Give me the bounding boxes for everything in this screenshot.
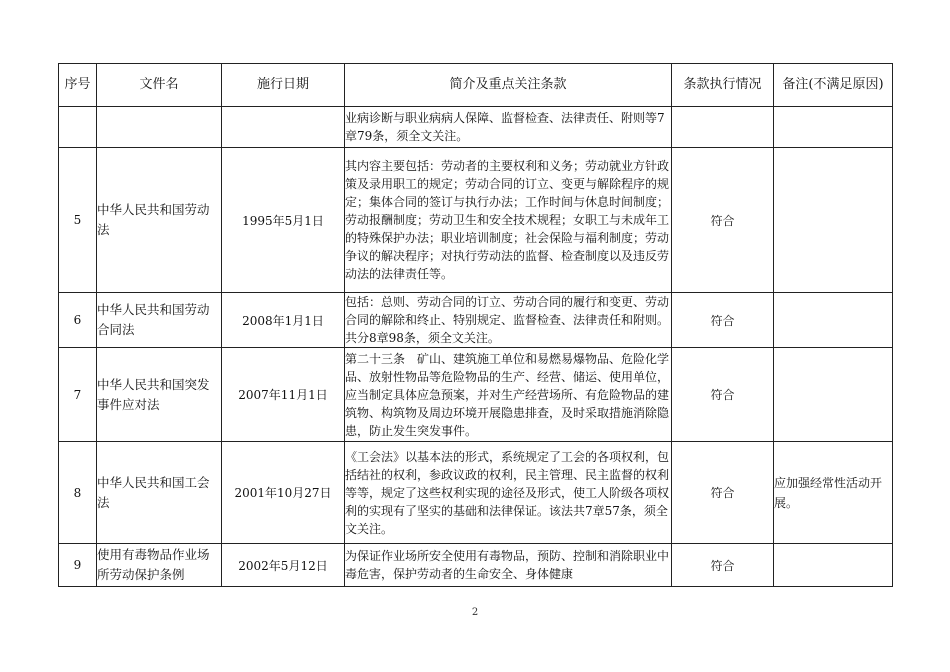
row-summary: 业病诊断与职业病病人保障、监督检查、法律责任、附则等7章79条，须全文关注。 <box>345 107 672 148</box>
row-date: 1995年5月1日 <box>222 148 345 293</box>
header-name: 文件名 <box>97 64 222 107</box>
header-date: 施行日期 <box>222 64 345 107</box>
row-name: 中华人民共和国劳动法 <box>97 148 222 293</box>
regulation-table <box>58 63 893 587</box>
header-summary: 简介及重点关注条款 <box>345 64 672 107</box>
row-date <box>222 107 345 148</box>
row-no: 8 <box>59 442 97 544</box>
row-remark <box>774 148 893 293</box>
row-status: 符合 <box>672 293 774 348</box>
header-remark: 备注(不满足原因) <box>774 64 893 107</box>
row-no: 9 <box>59 544 97 587</box>
header-row <box>59 64 893 107</box>
row-summary: 第二十三条 矿山、建筑施工单位和易燃易爆物品、危险化学品、放射性物品等危险物品的生产、经营、储运、使用单位，应当制定具体应急预案，并对生产经营场所、有危险物品的建筑物、构筑物及周边环境开展隐患排查，及时采取措施消除隐患，防止发生突发事件。 <box>345 348 672 442</box>
table-row <box>59 544 893 587</box>
row-status: 符合 <box>672 442 774 544</box>
row-date: 2002年5月12日 <box>222 544 345 587</box>
row-status: 符合 <box>672 348 774 442</box>
row-status <box>672 107 774 148</box>
row-date: 2008年1月1日 <box>222 293 345 348</box>
row-summary: 包括：总则、劳动合同的订立、劳动合同的履行和变更、劳动合同的解除和终止、特别规定、监督检查、法律责任和附则。共分8章98条，须全文关注。 <box>345 293 672 348</box>
row-name: 中华人民共和国劳动合同法 <box>97 293 222 348</box>
page-number: 2 <box>471 607 479 618</box>
row-name: 使用有毒物品作业场所劳动保护条例 <box>97 544 222 587</box>
table-row <box>59 293 893 348</box>
row-no: 6 <box>59 293 97 348</box>
row-no: 7 <box>59 348 97 442</box>
header-status: 条款执行情况 <box>672 64 774 107</box>
row-remark: 应加强经常性活动开展。 <box>774 442 893 544</box>
table-row <box>59 442 893 544</box>
row-remark <box>774 544 893 587</box>
row-date: 2001年10月27日 <box>222 442 345 544</box>
row-no <box>59 107 97 148</box>
row-name: 中华人民共和国工会法 <box>97 442 222 544</box>
row-no: 5 <box>59 148 97 293</box>
header-no: 序号 <box>59 64 97 107</box>
row-summary: 为保证作业场所安全使用有毒物品，预防、控制和消除职业中毒危害，保护劳动者的生命安全、身体健康 <box>345 544 672 587</box>
row-summary: 《工会法》以基本法的形式，系统规定了工会的各项权利，包括结社的权利，参政议政的权利，民主管理、民主监督的权利等等，规定了这些权利实现的途径及形式，使工人阶级各项权利的实现有了坚实的基础和法律保证。该法共7章57条，须全文关注。 <box>345 442 672 544</box>
row-remark <box>774 348 893 442</box>
table-row <box>59 348 893 442</box>
row-summary: 其内容主要包括：劳动者的主要权利和义务；劳动就业方针政策及录用职工的规定；劳动合同的订立、变更与解除程序的规定；集体合同的签订与执行办法；工作时间与休息时间制度；劳动报酬制度；劳动卫生和安全技术规程；女职工与未成年工的特殊保护办法；职业培训制度；社会保险与福利制度；劳动争议的解决程序；对执行劳动法的监督、检查制度以及违反劳动法的法律责任等。 <box>345 148 672 293</box>
row-name <box>97 107 222 148</box>
row-name: 中华人民共和国突发事件应对法 <box>97 348 222 442</box>
row-remark <box>774 107 893 148</box>
row-status: 符合 <box>672 544 774 587</box>
table-row <box>59 107 893 148</box>
row-remark <box>774 293 893 348</box>
row-date: 2007年11月1日 <box>222 348 345 442</box>
row-status: 符合 <box>672 148 774 293</box>
table-row <box>59 148 893 293</box>
